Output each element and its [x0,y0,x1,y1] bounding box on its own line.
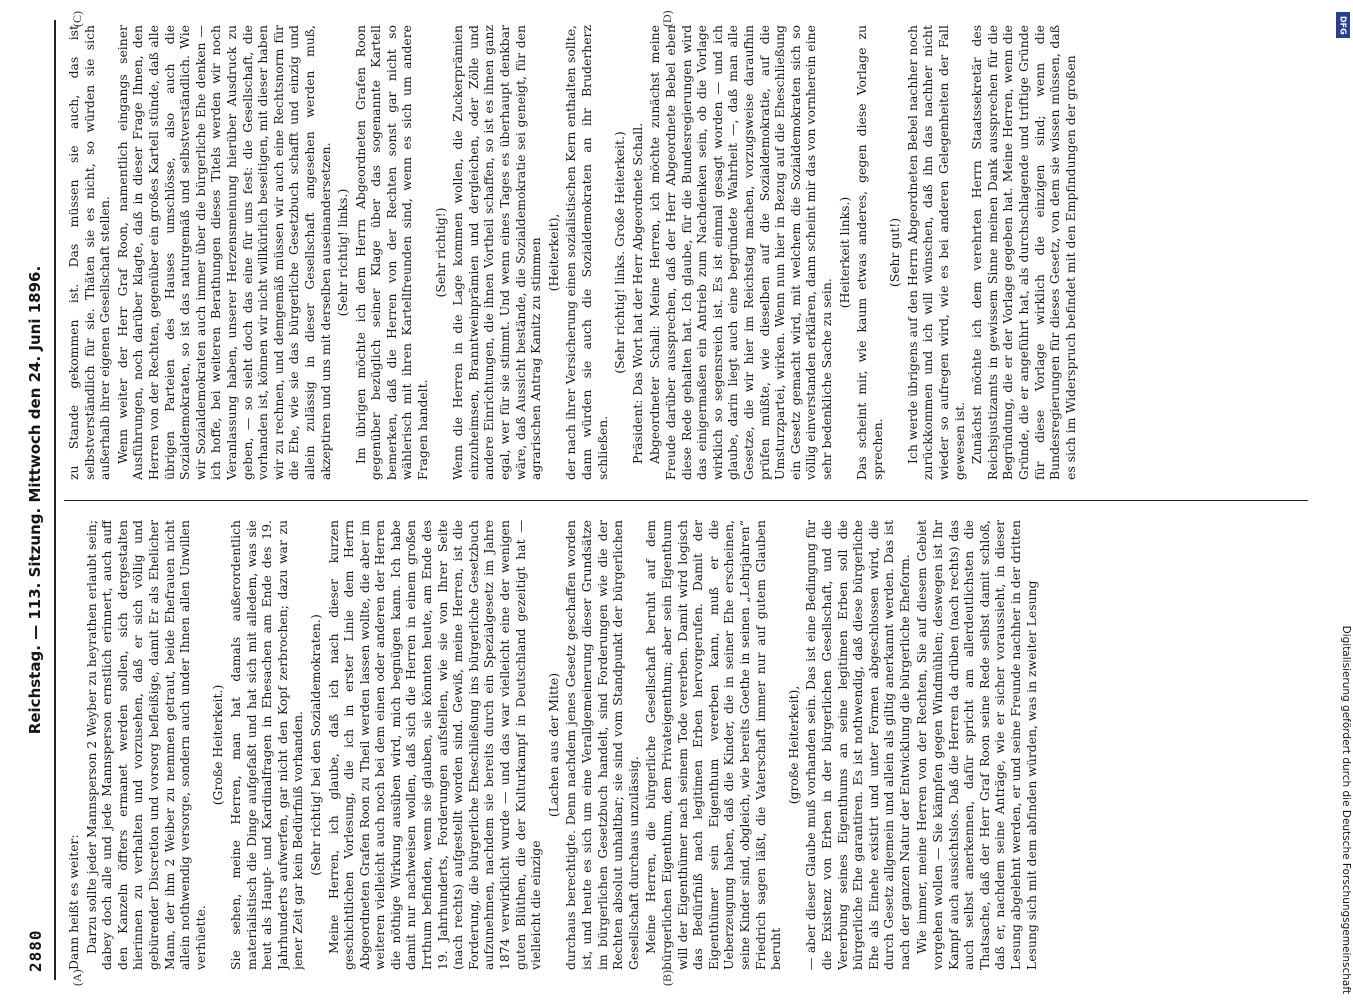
column-divider [64,500,1308,501]
margin-marker-a: (A) [70,969,84,986]
paragraph: Wenn weiter der Herr Graf Roon, namentlich eingangs seiner Ausführungen, noch darüber klagte, daß in dieser Frage Ihnen, den Herren von der Rechten, gegenüber ein großes Kartell stünde, daß alle übrigen Parteien des Hauses umschlösse, also auch die Sozialdemokraten, so ist das naturgemäß und selbstverständlich. Wie wir Sozialdemokraten auch immer über die bürgerliche Ehe denken — ich hoffe, bei weiteren Berathungen dieses Titels werden wir noch Veranlassung haben, unserer Herzensmeinung hierüber Ausdruck zu geben, — so sieht doch das eine für uns fest: die Gesellschaft, die vorhanden ist, können wir nicht willkürlich beseitigen, mit dieser haben wir zu rechnen, und demgemäß müssen wir auch eine Rechtsnorm für die Ehe, wie sie das bürgerliche Gesetzbuch schafft und einzig und allein zulässig in dieser Gesellschaft angesehen werden muß, akzeptiren und uns mit derselben auseinandersetzen. [114,25,333,480]
interjection: (große Heiterkeit), [785,685,801,805]
paragraph: Im übrigen möchte ich dem Herrn Abgeordneten Grafen Roon gegenüber bezüglich seiner Klage über das sogenannte Kartell bemerken, daß die Herren von der Rechten sonst gar nicht so wählerisch mit ihren Kartellfreunden sind, wenn es sich um andere Fragen handelt. [352,25,431,480]
interjection: (Große Heiterkeit.) [210,684,226,806]
interjection: (Sehr richtig!) [432,207,448,298]
page-number: 2880 [26,929,45,972]
margin-marker-d: (D) [660,10,674,27]
dfg-logo: DFG [1336,12,1350,38]
paragraph: Zunächst möchte ich dem verehrten Herrn Staatssekretär des Reichsjustizamts in gewissem Sinne meinen Dank aussprechen für die Begründung, die er der Vorlage gegeben hat. Meine Herren, wenn die Gründe, die er angeführt hat, als durchschlagende und triftige Gründe für diese Vorlage wirklich die einzigen sind; wenn die Bundesregierungen für dieses Gesetz, von dem sie wissen müssen, daß es sich im Widerspruch befindet mit den Empfindungen der großen [969,25,1078,480]
interjection: (Heiterkeit links.) [836,196,852,309]
credit-text: Digitalisierung gefördert durch die Deutsche Forschungsgemeinschaft [1340,625,1352,994]
paragraph: Dann heißt es weiter: [66,834,81,970]
paragraph: Wenn die Herren in die Lage kommen wollen, die Zuckerprämien einzuheimsen, Branntweinprämien und dergleichen, oder Zölle und andere Einrichtungen, die ihnen Vortheil schaffen, so ist es ihnen ganz egal, wer für sie stimmt. Und wenn eines Tages es überhaupt denkbar wäre, daß Aussicht bestände, die Sozialdemokratie sei geneigt, für den agrarischen Antrag Kanitz zu stimmen [450,25,544,480]
margin-marker-c: (C) [70,11,84,27]
interjection: (Sehr richtig! links.) [335,188,351,317]
paragraph: Wie immer, meine Herren von der Rechten, Sie auf diesem Gebiet vorgehen wollen — Sie kämpfen gegen Windmühlen; deswegen ist Ihr Kampf auch aussichtslos. Daß die Herren da drüben (nach rechts) das auch selbst anerkennen, dafür spricht am allerdeutlichsten die Thatsache, daß der Herr Graf Roon seine Rede selbst damit schloß, daß er, nachdem seine Anträge, wie er sicher voraussieht, in dieser Lesung abgelehnt werden, er und seine Freunde nachher in der dritten Lesung sich mit dem abfinden würden, was in zweiter Lesung [914,520,1039,970]
paragraph: zu Stande gekommen ist. Das müssen sie auch, das ist selbstverständlich für sie. Thäten sie es nicht, so würden sie sich außerhalb ihrer eigenen Gesellschaft stellen. [66,25,113,480]
header-rule [54,20,56,980]
paragraph: der nach ihrer Versicherung einen sozialistischen Kern enthalten sollte, dann würden sie auch die Sozialdemokraten an ihr Bruderherz schließen. [563,25,610,480]
paragraph: Sie sehen, meine Herren, man hat damals außerordentlich materialistisch die Dinge aufgefaßt und hat sich mit alledem, was sie heut als Haupt- und Kardinalfragen in Ehesachen am Ende des 19. Jahrhunderts aufwerfen, gar nicht den Kopf zerbrochen; dazu war zu jener Zeit gar kein Bedürfniß vorhanden. [227,520,306,970]
paragraph: Ich werde übrigens auf den Herrn Abgeordneten Bebel nachher noch zurückkommen und ich will wünschen, daß ihn das nachher nicht wieder so aufregen wird, wie es bei anderen Gelegenheiten der Fall gewesen ist. [904,25,967,480]
interjection: (Heiterkeit), [545,213,561,292]
interjection: (Sehr richtig! links. Große Heiterkeit.) [612,131,628,374]
left-text-column [66,520,1306,970]
paragraph: Präsident: Das Wort hat der Herr Abgeordnete Schall. [629,122,645,464]
paragraph: Das scheint mir, wie kaum etwas anderes, gegen diese Vorlage zu sprechen. [854,25,885,480]
paragraph: Meine Herren, ich glaube, daß ich nach dieser kurzen geschichtlichen Vorlesung, die ich in erster Linie dem Herrn Abgeordneten Grafen Roon zu Theil werden lassen wollte, die aber im weiteren vielleicht auch noch bei dem einen oder anderen der Herren die nöthige Wirkung ausüben wird, mich begnügen kann. Ich habe damit nur nachweisen wollen, daß sich die Herren in einem großen Irrthum befinden, wenn sie glauben, sie könnten heute, am Ende des 19. Jahrhunderts, Forderungen aufstellen, wie sie von Ihrer Seite (nach rechts) aufgestellt worden sind. Gewiß, meine Herren, ist die Forderung, die bürgerliche Eheschließung ins bürgerliche Gesetzbuch aufzunehmen, nachdem sie bereits durch ein Spezialgesetz im Jahre 1874 verwirklicht wurde — und das war vielleicht eine der wenigen guten Blüthen, die der Kulturkampf in Deutschland gezeitigt hat — vielleicht die einzige [325,520,544,970]
paragraph: — aber dieser Glaube muß vorhanden sein. Das ist eine Bedingung für die Existenz von Erben in der bürgerlichen Gesellschaft, und die Vererbung seines Eigenthums an seine legitimen Erben soll die bürgerliche Ehe garantiren. Es ist nothwendig, daß diese bürgerliche Ehe als Einehe existirt und unter Formen abgeschlossen wird, die durch Gesetz allgemein und allein als giltig anerkannt werden. Das ist nach der ganzen Natur der Entwicklung die bürgerliche Eheform. [803,520,912,970]
interjection: (Sehr gut!) [887,217,903,288]
paragraph: Abgeordneter Schall: Meine Herren, ich möchte zunächst meine Freude darüber aussprechen, daß der Herr Abgeordnete Bebel eben diese Rede gehalten hat. Ich glaube, für die Bundesregierungen wird das einigermaßen ein Antrieb zum Nachdenken sein, ob die Vorlage wirklich so segensreich ist. Es ist einmal gesagt worden — und ich glaube, darin liegt auch eine begründete Wahrheit —, daß man alle Gesetze, die wir hier im Reichstag machen, vorzugsweise daraufhin prüfen müßte, wie dieselben auf die Sozialdemokratie, auf die Umsturzpartei, wirken. Wenn nun hier in Bezug auf die Eheschließung ein Gesetz gemacht wird, mit welchem die Sozialdemokraten sich so völlig einverstanden erklären, dann scheint mir das von vornherein eine sehr bedenkliche Sache zu sein. [647,25,834,480]
interjection: (Sehr richtig! bei den Sozialdemokraten.) [307,614,323,876]
digitization-credit [1336,6,1352,994]
paragraph: Meine Herren, die bürgerliche Gesellschaft beruht auf dem bürgerlichen Eigenthum, dem Privateigenthum; aber sein Eigenthum will der Eigenthümer nach seinem Tode vererben. Damit wird logisch das Bedürfniß nach legitimen Erben hervorgerufen. Damit der Eigenthümer sein Eigenthum vererben kann, muß er die Ueberzeugung haben, daß die Kinder, die in seiner Ehe erscheinen, seine Kinder sind, obgleich, wie bereits Goethe in seinen „Lehrjahren“ Friedrich sagen läßt, die Vaterschaft immer nur auf gutem Glauben beruht [643,520,784,970]
right-text-column [66,25,1306,480]
paragraph: Darzu sollte jeder Mannsperson 2 Weyber zu heyrathen erlaubt sein; dabey doch alle und jede Mannsperson ernstlich erinnert, auch auff den Kanzeln öffters ermanet werden sollen, sich dergestalten hierinnen zu verhalten und vorzusehen, daß er sich völlig und gebürender Discretion und vorsorg befleißige, damit Er als Ehelicher Mann, der ihm 2 Weiber zu nemmen getraut, beide Ehefrauen nicht allein nothwendig versorge, sondern auch under Ihnen allen Unwillen verhüette. [83,520,208,970]
paragraph: durchaus berechtigte. Denn nachdem jenes Gesetz geschaffen worden ist, und heute es sich um eine Verallgemeinerung dieser Grundsätze im bürgerlichen Gesetzbuch handelt, sind Forderungen wie die der Rechten absolut unhaltbar; sie sind vom Standpunkt der bürgerlichen Gesellschaft durchaus unzulässig. [563,520,641,970]
rotated-printed-sheet [20,10,1320,990]
page-header [20,10,60,990]
session-title: Reichstag. — 113. Sitzung. Mittwoch den 24. Juni 1896. [26,265,44,735]
interjection: (Lachen aus der Mitte) [545,672,561,818]
margin-marker-b: (B) [660,970,674,986]
